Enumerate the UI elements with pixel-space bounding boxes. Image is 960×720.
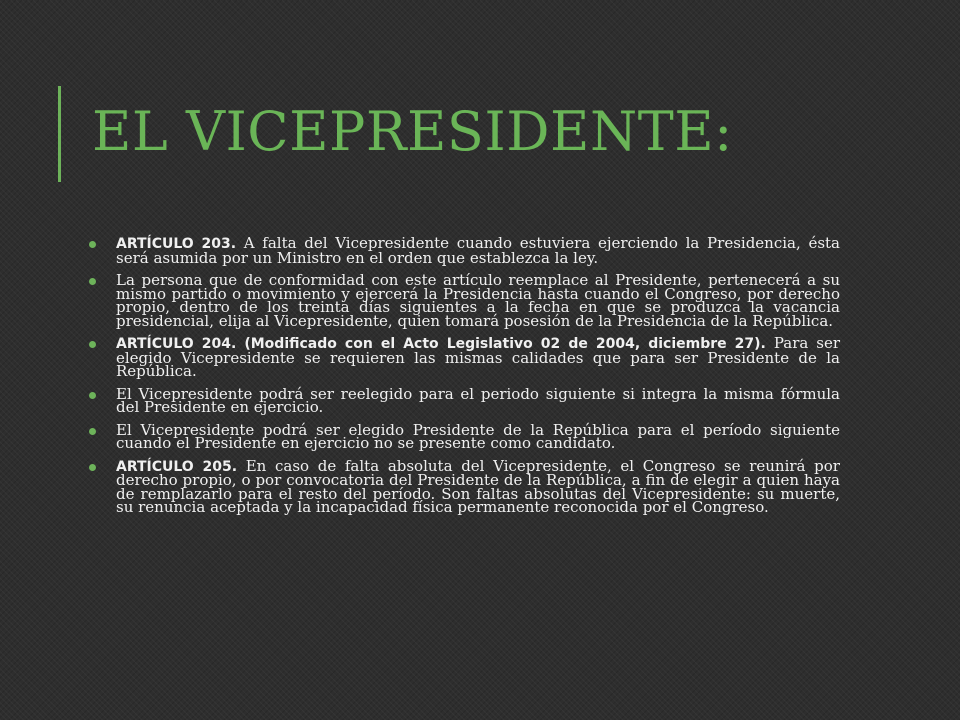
bullet-icon	[89, 341, 96, 348]
bullet-text: El Vicepresidente podrá ser reelegido para el periodo siguiente si integra la misma fórmula del Presidente en ejercicio.	[116, 384, 840, 416]
bullet-item-article-204	[88, 334, 840, 380]
bullet-item-election-as-president	[88, 420, 840, 452]
bullet-item-replacement	[88, 271, 840, 330]
article-heading: ARTÍCULO 204. (Modificado con el Acto Legislativo 02 de 2004, diciembre 27).	[116, 336, 766, 352]
bullet-text: A falta del Vicepresidente cuando estuviera ejerciendo la Presidencia, ésta será asumida por un Ministro en el orden que establezca la ley.	[116, 234, 840, 267]
bullet-item-article-203	[88, 234, 840, 267]
bullet-text: El Vicepresidente podrá ser elegido Presidente de la República para el período siguiente cuando el Presidente en ejercicio no se presente como candidato.	[116, 420, 840, 452]
bullet-text: En caso de falta absoluta del Vicepresidente, el Congreso se reunirá por derecho propio, o por convocatoria del Presidente de la República, a fin de elegir a quien haya de remplazarlo para el resto del período. Son faltas absolutas del Vicepresidente: su muerte, su renuncia aceptada y la incapacidad física permanente reconocida por el Congreso.	[116, 456, 840, 516]
title-accent-bar	[58, 86, 61, 182]
article-heading: ARTÍCULO 205.	[116, 458, 238, 475]
bullet-icon	[89, 241, 96, 248]
bullet-icon	[89, 392, 96, 399]
bullet-text: Para ser elegido Vicepresidente se requieren las mismas calidades que para ser Presidente de la República.	[116, 334, 840, 380]
slide-title: EL VICEPRESIDENTE:	[92, 100, 733, 163]
bullet-icon	[89, 464, 96, 471]
bullet-text: La persona que de conformidad con este artículo reemplace al Presidente, pertenecerá a su mismo partido o movimiento y ejercerá la Presidencia hasta cuando el Congreso, por derecho propio, dentro de los treinta días siguientes a la fecha en que se produzca la vacancia presidencial, elija al Vicepresidente, quien tomará posesión de la Presidencia de la República.	[116, 271, 840, 330]
bullet-item-reelection	[88, 384, 840, 416]
article-heading: ARTÍCULO 203.	[116, 236, 237, 252]
bullet-icon	[89, 428, 96, 435]
bullet-item-article-205	[88, 456, 840, 516]
bullet-list	[88, 234, 840, 524]
bullet-icon	[89, 278, 96, 285]
